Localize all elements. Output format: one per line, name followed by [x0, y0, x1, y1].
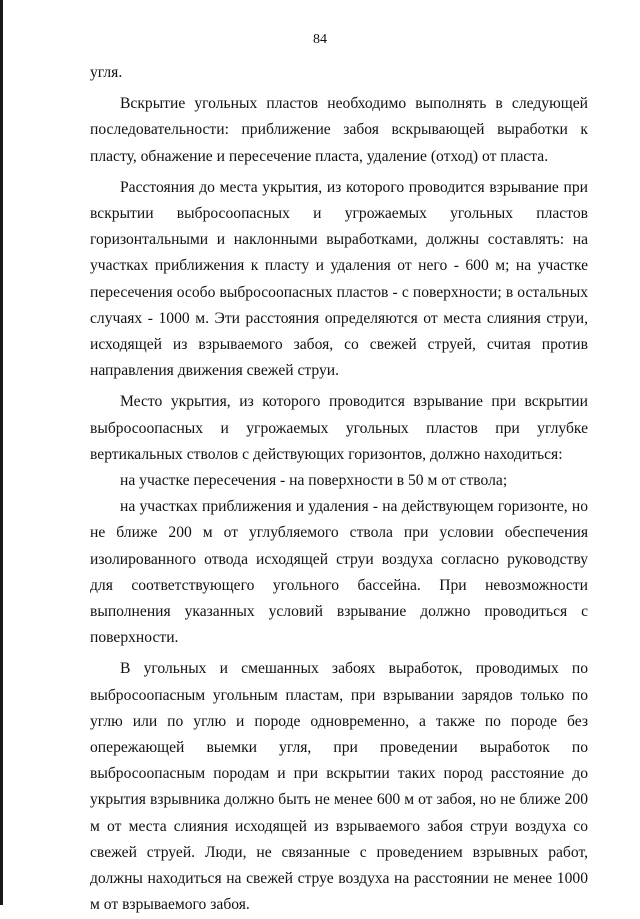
scan-edge	[0, 0, 3, 905]
paragraph: Расстояния до места укрытия, из которого проводится взрывание при вскрытии выбросоопасных и угрожаемых угольных пластов горизонтальными и наклонными выработками, должны составлять: на участках приближения к пласту и удаления от него - 600 м; на участке пересечения особо выбросоопасных пластов - с поверхности; в остальных случаях - 1000 м. Эти расстояния определяются от места слияния струи, исходящей из взрываемого забоя, со свежей струей, считая против направления движения свежей струи.	[90, 178, 588, 380]
paragraph: Вскрытие угольных пластов необходимо выполнять в следующей последовательности: приближение забоя вскрывающей выработки к пласту, обнажение и пересечение пласта, удаление (отход) от пласта.	[90, 95, 588, 165]
paragraph: на участке пересечения - на поверхности в 50 м от ствола;	[120, 472, 508, 490]
page-number: 84	[313, 32, 327, 47]
paragraph-continuation: угля.	[90, 64, 123, 81]
document-body	[90, 60, 588, 919]
paragraph: Место укрытия, из которого проводится взрывание при вскрытии выбросоопасных и угрожаемых угольных пластов при углубке вертикальных стволов с действующих горизонтов, должно находиться:	[90, 393, 588, 463]
paragraph: на участках приближения и удаления - на действующем горизонте, но не ближе 200 м от углубляемого ствола при условии обеспечения изолированного отвода исходящей струи воздуха согласно руководству для соответствующего угольного бассейна. При невозможности выполнения указанных условий взрывание должно проводиться с поверхности.	[90, 498, 588, 647]
paragraph: В угольных и смешанных забоях выработок, проводимых по выбросоопасным угольным пластам, при взрывании зарядов только по углю или по углю и породе одновременно, а также по породе без опережающей выемки угля, при проведении выработок по выбросоопасным породам и при вскрытии таких пород расстояние до укрытия взрывника должно быть не менее 600 м от забоя, но не ближе 200 м от места слияния исходящей из взрываемого забоя струи воздуха со свежей струей. Люди, не связанные с проведением взрывных работ, должны находиться на свежей струе воздуха на расстоянии не менее 1000 м от взрываемого забоя.	[90, 660, 588, 914]
